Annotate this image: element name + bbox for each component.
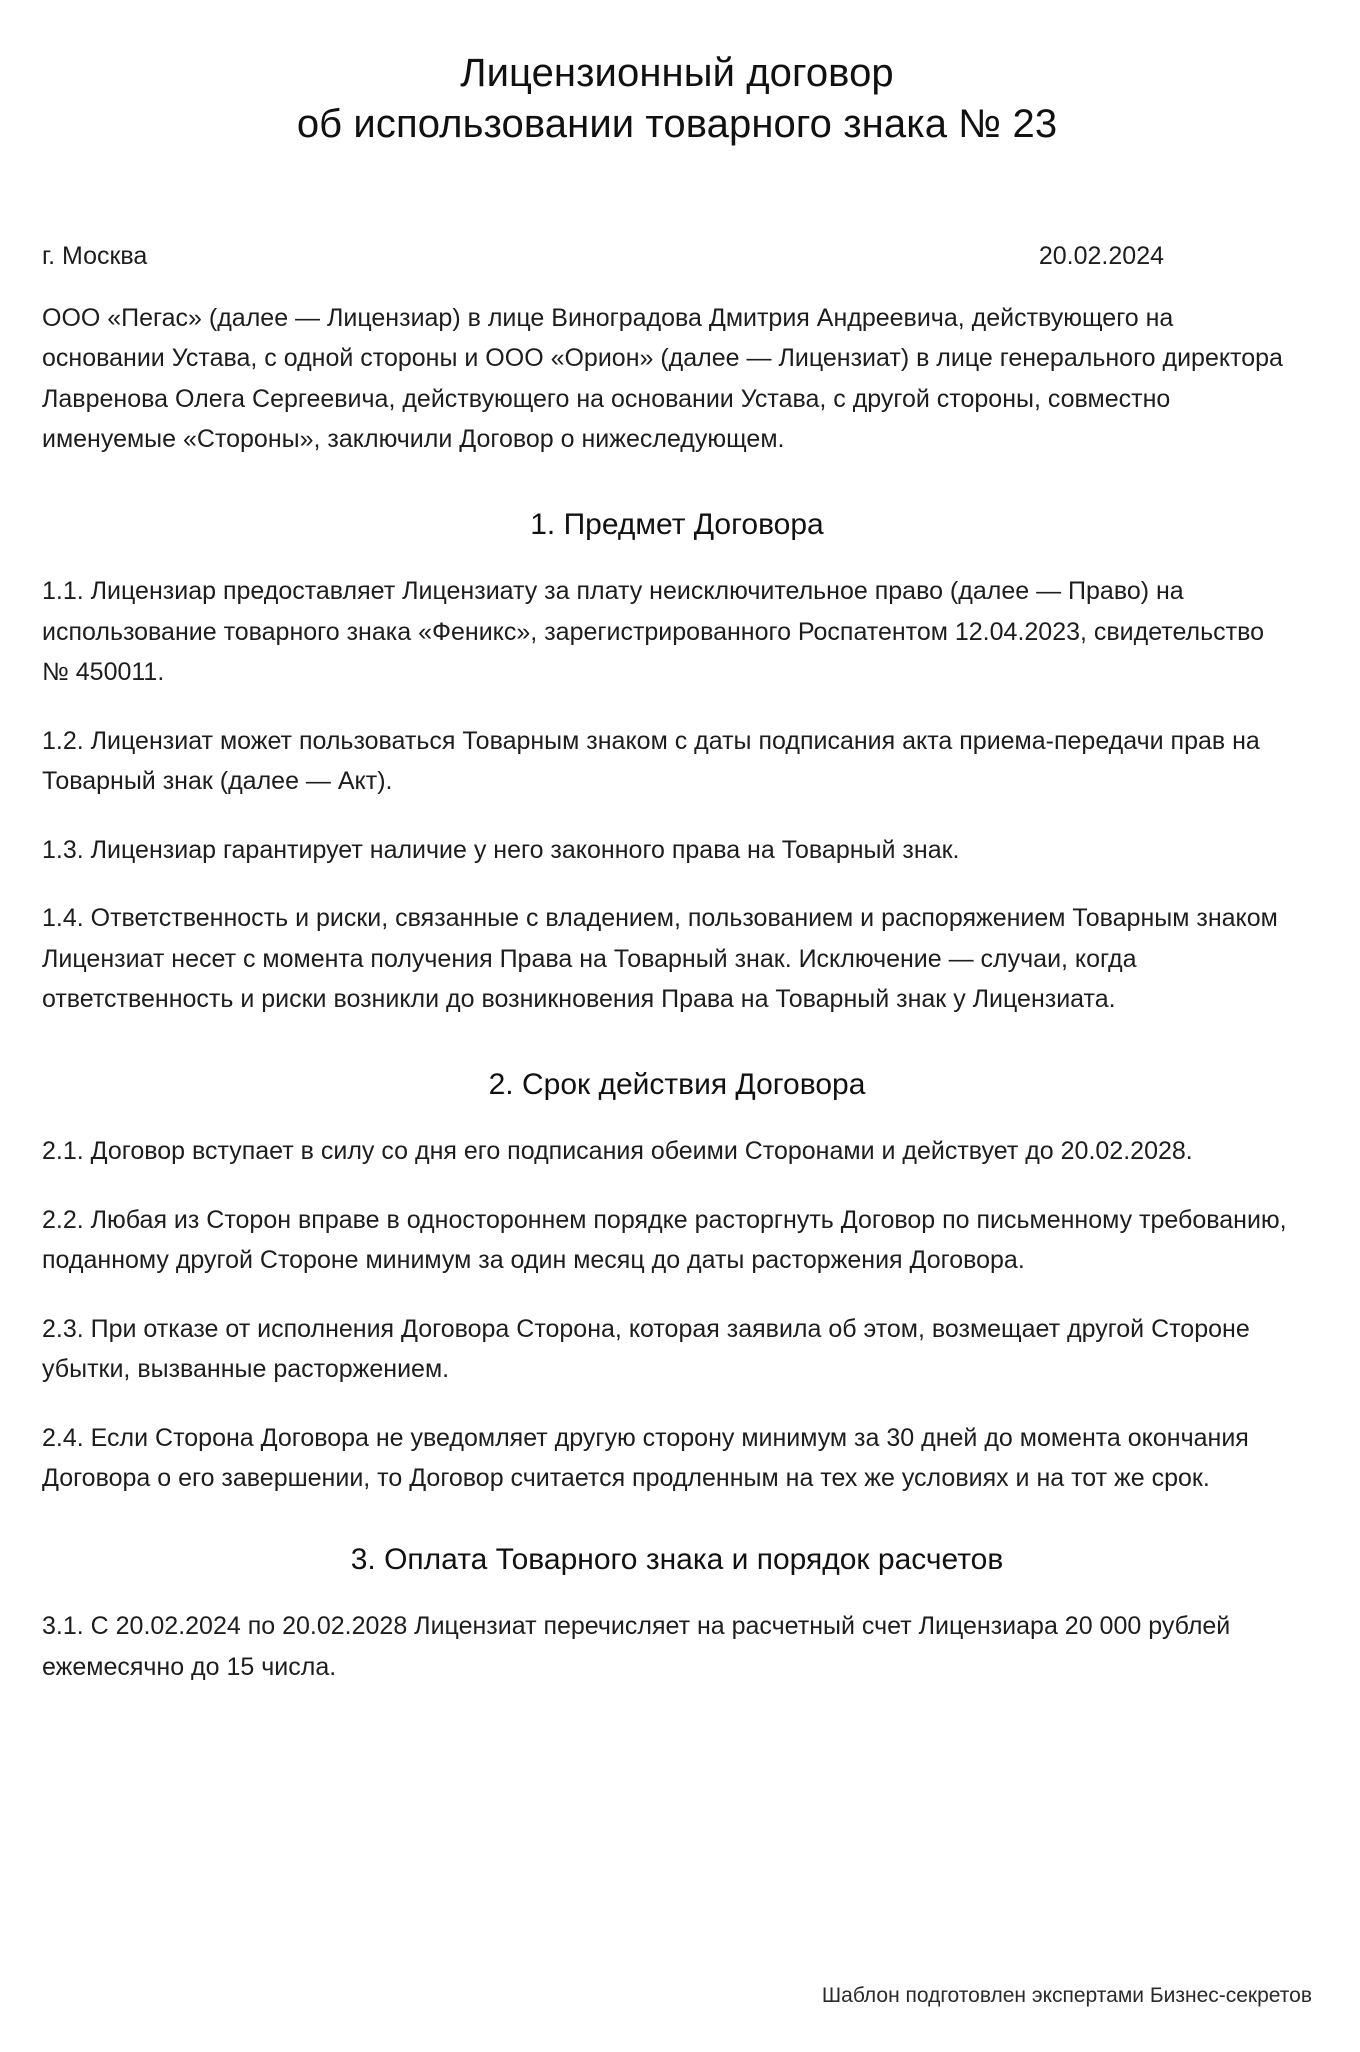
document-city: г. Москва (42, 242, 148, 271)
footer-note: Шаблон подготовлен экспертами Бизнес-секретов (821, 1983, 1312, 2007)
clause-2-4: 2.4. Если Сторона Договора не уведомляет другую сторону минимум за 30 дней до момента окончания Договора о его завершении, то Договор считается продленным на тех же условиях и на тот же срок. (42, 1423, 1249, 1493)
clause-1-1: 1.1. Лицензиар предоставляет Лицензиату за плату неисключительное право (далее — Право) на использование товарного знака «Феникс», зарегистрированного Роспатентом 12.04.2023, свидетельство № 450011. (42, 577, 1265, 687)
clause-2-2: 2.2. Любая из Сторон вправе в одностороннем порядке расторгнуть Договор по письменному требованию, поданному другой Стороне минимум за один месяц до даты расторжения Договора. (42, 1205, 1287, 1275)
document-meta-row (42, 238, 1312, 276)
page-title-line-1: Лицензионный договор (460, 51, 894, 95)
page-title (42, 0, 1312, 150)
preamble-paragraph: ООО «Пегас» (далее — Лицензиар) в лице Виноградова Дмитрия Андреевича, действующего на основании Устава, с одной стороны и ООО «Орион» (далее — Лицензиат) в лице генерального директора Лавренова Олега Сергеевича, действующего на основании Устава, с другой стороны, совместно именуемые «Стороны», заключили Договор о нижеследующем. (42, 303, 1283, 454)
clause-1-4: 1.4. Ответственность и риски, связанные с владением, пользованием и распоряжением Товарным знаком Лицензиат несет с момента получения Права на Товарный знак. Исключение — случаи, когда ответственность и риски возникли до возникновения Права на Товарный знак у Лицензиата. (42, 904, 1278, 1014)
section-heading-2: 2. Срок действия Договора (488, 1067, 866, 1101)
clause-2-3: 2.3. При отказе от исполнения Договора Сторона, которая заявила об этом, возмещает другой Стороне убытки, вызванные расторжением. (42, 1314, 1250, 1384)
clause-1-2: 1.2. Лицензиат может пользоваться Товарным знаком с даты подписания акта приема-передачи прав на Товарный знак (далее — Акт). (42, 726, 1260, 796)
section-heading-1: 1. Предмет Договора (530, 507, 824, 541)
page-title-line-2: об использовании товарного знака № 23 (296, 102, 1058, 147)
section-heading-3: 3. Оплата Товарного знака и порядок расчетов (350, 1542, 1004, 1576)
clause-1-3: 1.3. Лицензиар гарантирует наличие у него законного права на Товарный знак. (42, 835, 960, 864)
clause-2-1: 2.1. Договор вступает в силу со дня его подписания обеими Сторонами и действует до 20.02.2028. (42, 1137, 1193, 1166)
clause-3-1: 3.1. С 20.02.2024 по 20.02.2028 Лицензиат перечисляет на расчетный счет Лицензиара 20 000 рублей ежемесячно до 15 числа. (42, 1612, 1231, 1681)
document-date: 20.02.2024 (1038, 242, 1164, 271)
